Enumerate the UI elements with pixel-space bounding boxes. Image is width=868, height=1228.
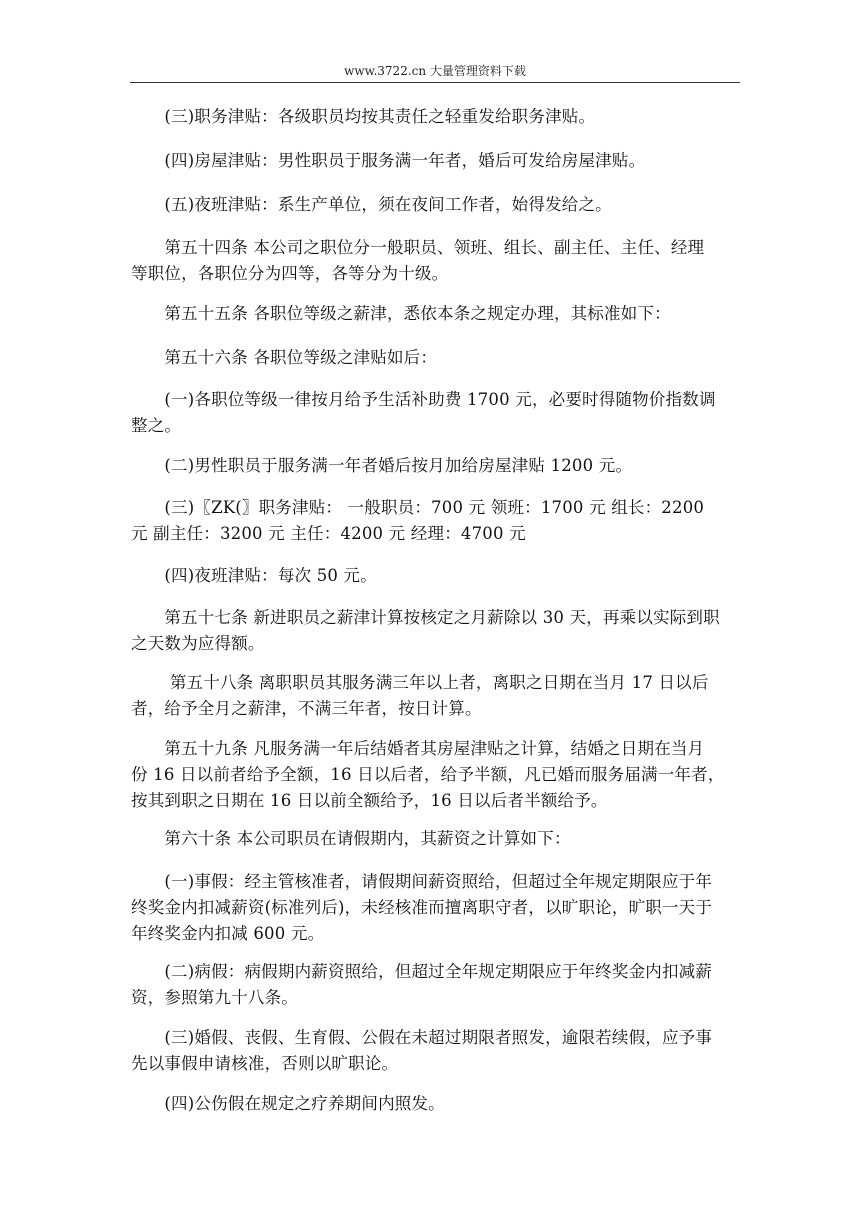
paragraph-11 [131, 605, 751, 657]
paragraph-line: 等职位，各职位分为四等，各等分为十级。 [131, 264, 449, 283]
paragraph-line: (一)各职位等级一律按月给予生活补助费 1700 元，必要时得随物价指数调 [131, 390, 716, 409]
paragraph-line: 者，给予全月之薪津，不满三年者，按日计算。 [131, 699, 482, 718]
paragraph-9 [131, 495, 751, 547]
paragraph-line: 第五十六条 各职位等级之津贴如后： [131, 348, 438, 367]
paragraph-line: (四)房屋津贴：男性职员于服务满一年者，婚后可发给房屋津贴。 [131, 151, 646, 170]
paragraph-10 [131, 563, 751, 589]
paragraph-4 [131, 235, 751, 287]
paragraph-1 [131, 104, 751, 130]
paragraph-14 [131, 826, 751, 852]
paragraph-17 [131, 1025, 751, 1077]
paragraph-line: 资，参照第九十八条。 [131, 988, 298, 1007]
paragraph-line: (三)〖ZK(〗职务津贴： 一般职员：700 元 领班：1700 元 组长：2200 [131, 498, 705, 517]
paragraph-line: 第五十七条 新进职员之薪津计算按核定之月薪除以 30 天，再乘以实际到职 [131, 608, 720, 627]
paragraph-5 [131, 301, 751, 327]
paragraph-line: 份 16 日以前者给予全额，16 日以后者，给予半额，凡已婚而服务届满一年者， [131, 765, 725, 784]
paragraph-line: 第六十条 本公司职员在请假期内，其薪资之计算如下： [131, 829, 571, 848]
paragraph-line: (二)病假：病假期内薪资照给，但超过全年规定期限应于年终奖金内扣减薪 [131, 962, 713, 981]
page-header [130, 62, 740, 83]
paragraph-line: (五)夜班津贴：系生产单位，须在夜间工作者，始得发给之。 [131, 195, 612, 214]
paragraph-line: (一)事假：经主管核准者，请假期间薪资照给，但超过全年规定期限应于年 [131, 872, 713, 891]
paragraph-7 [131, 387, 751, 439]
paragraph-16 [131, 959, 751, 1011]
paragraph-line: 年终奖金内扣减 600 元。 [131, 924, 325, 943]
paragraph-13 [131, 736, 751, 814]
paragraph-line: 先以事假申请核准，否则以旷职论。 [131, 1054, 399, 1073]
paragraph-line: 第五十四条 本公司之职位分一般职员、领班、组长、副主任、主任、经理 [131, 238, 705, 257]
paragraph-8 [131, 453, 751, 479]
paragraph-line: 第五十八条 离职职员其服务满三年以上者，离职之日期在当月 17 日以后 [131, 673, 709, 692]
paragraph-line: (四)夜班津贴：每次 50 元。 [131, 566, 377, 585]
paragraph-line: 第五十九条 凡服务满一年后结婚者其房屋津贴之计算，结婚之日期在当月 [131, 739, 705, 758]
paragraph-18 [131, 1091, 751, 1117]
paragraph-2 [131, 148, 751, 174]
paragraph-3 [131, 192, 751, 218]
paragraph-line: 按其到职之日期在 16 日以前全额给予，16 日以后者半额给予。 [131, 791, 608, 810]
paragraph-line: 整之。 [131, 416, 182, 435]
paragraph-line: 终奖金内扣减薪资(标准列后)，未经核准而擅离职守者，以旷职论，旷职一天于 [131, 898, 713, 917]
header-text: www.3722.cn 大量管理资料下载 [344, 64, 526, 78]
paragraph-12 [131, 670, 751, 722]
paragraph-line: (四)公伤假在规定之疗养期间内照发。 [131, 1094, 445, 1113]
paragraph-line: (二)男性职员于服务满一年者婚后按月加给房屋津贴 1200 元。 [131, 456, 633, 475]
paragraph-15 [131, 869, 751, 947]
paragraph-line: 之天数为应得额。 [131, 634, 265, 653]
paragraph-6 [131, 345, 751, 371]
paragraph-line: (三)婚假、丧假、生育假、公假在未超过期限者照发，逾限若续假，应予事 [131, 1028, 713, 1047]
paragraph-line: (三)职务津贴：各级职员均按其责任之轻重发给职务津贴。 [131, 107, 596, 126]
paragraph-line: 元 副主任：3200 元 主任：4200 元 经理：4700 元 [131, 524, 526, 543]
paragraph-line: 第五十五条 各职位等级之薪津，悉依本条之规定办理，其标准如下： [131, 304, 671, 323]
